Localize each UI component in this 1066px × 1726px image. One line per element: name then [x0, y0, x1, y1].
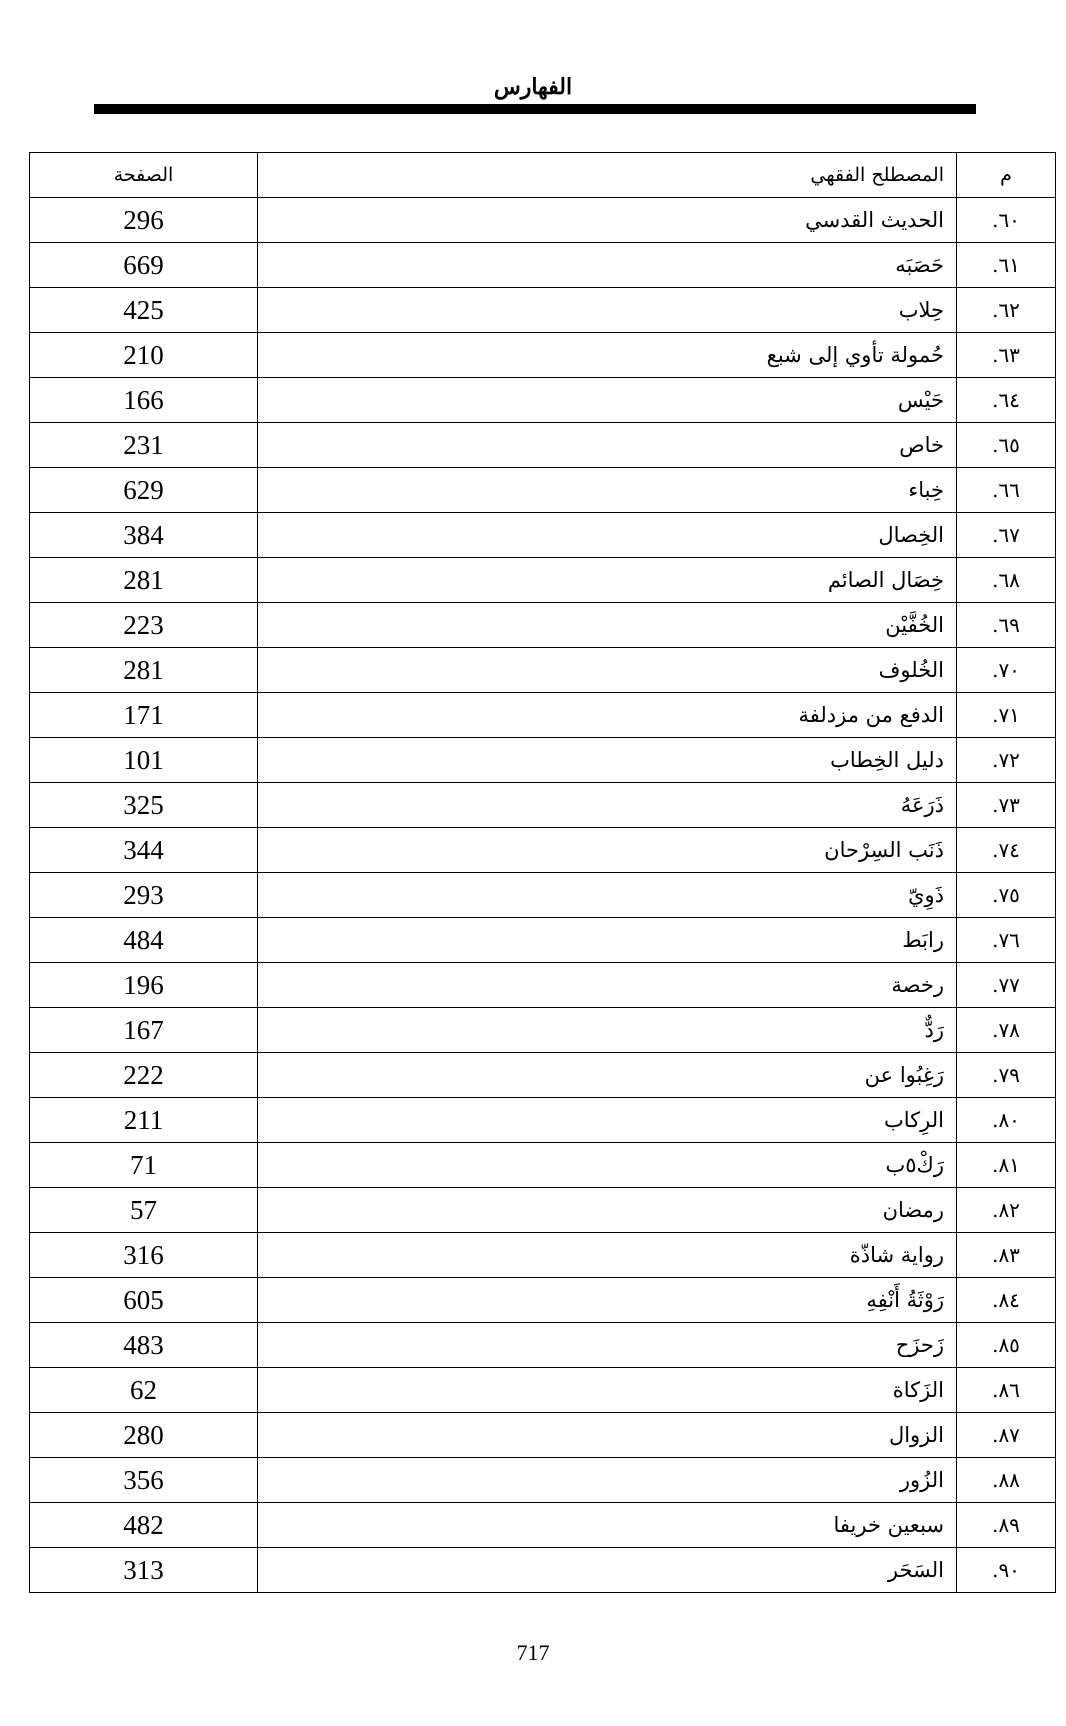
term-cell: خاص	[258, 423, 957, 468]
table-row	[30, 648, 1056, 693]
page-cell: 231	[30, 423, 258, 468]
number-cell: .٨٥	[957, 1323, 1056, 1368]
number-cell: .٦٤	[957, 378, 1056, 423]
table-header-row	[30, 153, 1056, 198]
table-body	[30, 198, 1056, 1593]
number-cell: .٧٨	[957, 1008, 1056, 1053]
term-cell: خِصَال الصائم	[258, 558, 957, 603]
term-cell: ذَوِيّ	[258, 873, 957, 918]
table-row	[30, 558, 1056, 603]
term-cell: رمضان	[258, 1188, 957, 1233]
number-cell: .٧٥	[957, 873, 1056, 918]
number-cell: .٨٧	[957, 1413, 1056, 1458]
page-cell: 167	[30, 1008, 258, 1053]
column-header-term: المصطلح الفقهي	[258, 153, 957, 198]
page-cell: 57	[30, 1188, 258, 1233]
number-cell: .٨٤	[957, 1278, 1056, 1323]
page-cell: 280	[30, 1413, 258, 1458]
term-cell: الخُلوف	[258, 648, 957, 693]
term-cell: حُمولة تأوي إلى شبع	[258, 333, 957, 378]
number-cell: .٨١	[957, 1143, 1056, 1188]
term-cell: سبعين خريفا	[258, 1503, 957, 1548]
table-row	[30, 1188, 1056, 1233]
page-cell: 483	[30, 1323, 258, 1368]
term-cell: زَحزَح	[258, 1323, 957, 1368]
term-cell: السَحَر	[258, 1548, 957, 1593]
term-cell: خِباء	[258, 468, 957, 513]
number-cell: .٧٤	[957, 828, 1056, 873]
number-cell: .٦٧	[957, 513, 1056, 558]
table-row	[30, 603, 1056, 648]
number-cell: .٩٠	[957, 1548, 1056, 1593]
page-cell: 356	[30, 1458, 258, 1503]
page-cell: 71	[30, 1143, 258, 1188]
page-cell: 629	[30, 468, 258, 513]
number-cell: .٨٣	[957, 1233, 1056, 1278]
term-cell: الخُفَّيْن	[258, 603, 957, 648]
header-rule-thick	[94, 105, 976, 114]
term-cell: الخِصال	[258, 513, 957, 558]
table-row	[30, 468, 1056, 513]
page-cell: 296	[30, 198, 258, 243]
table-row	[30, 738, 1056, 783]
term-cell: الزُور	[258, 1458, 957, 1503]
table-row	[30, 1503, 1056, 1548]
number-cell: .٦١	[957, 243, 1056, 288]
page-cell: 482	[30, 1503, 258, 1548]
page-cell: 425	[30, 288, 258, 333]
page-cell: 605	[30, 1278, 258, 1323]
terms-index-table	[29, 152, 1056, 1593]
term-cell: ذَنَب السِرْحان	[258, 828, 957, 873]
number-cell: .٨٦	[957, 1368, 1056, 1413]
page-cell: 222	[30, 1053, 258, 1098]
number-cell: .٦٠	[957, 198, 1056, 243]
table-row	[30, 1323, 1056, 1368]
number-cell: .٧٣	[957, 783, 1056, 828]
page-cell: 166	[30, 378, 258, 423]
number-cell: .٨٢	[957, 1188, 1056, 1233]
number-cell: .٦٣	[957, 333, 1056, 378]
page-cell: 281	[30, 648, 258, 693]
term-cell: رخصة	[258, 963, 957, 1008]
number-cell: .٧٩	[957, 1053, 1056, 1098]
term-cell: حَصَبَه	[258, 243, 957, 288]
term-cell: رَكْ٥ب	[258, 1143, 957, 1188]
page-cell: 196	[30, 963, 258, 1008]
page-header-title: الفهارس	[493, 74, 573, 100]
column-header-page: الصفحة	[30, 153, 258, 198]
table-row	[30, 963, 1056, 1008]
page-cell: 211	[30, 1098, 258, 1143]
page-cell: 281	[30, 558, 258, 603]
number-cell: .٧٢	[957, 738, 1056, 783]
number-cell: .٦٥	[957, 423, 1056, 468]
term-cell: رَدٌّ	[258, 1008, 957, 1053]
table-row	[30, 873, 1056, 918]
page-cell: 101	[30, 738, 258, 783]
table-row	[30, 1143, 1056, 1188]
column-header-number: م	[957, 153, 1056, 198]
term-cell: الزوال	[258, 1413, 957, 1458]
table-row	[30, 693, 1056, 738]
term-cell: حِلاب	[258, 288, 957, 333]
page-cell: 210	[30, 333, 258, 378]
number-cell: .٧١	[957, 693, 1056, 738]
table-row	[30, 783, 1056, 828]
table-row	[30, 378, 1056, 423]
table-row	[30, 1053, 1056, 1098]
table-row	[30, 1098, 1056, 1143]
number-cell: .٨٨	[957, 1458, 1056, 1503]
page-cell: 669	[30, 243, 258, 288]
term-cell: رابَط	[258, 918, 957, 963]
page-cell: 223	[30, 603, 258, 648]
number-cell: .٨٠	[957, 1098, 1056, 1143]
term-cell: الدفع من مزدلفة	[258, 693, 957, 738]
table-row	[30, 288, 1056, 333]
page-number: 717	[516, 1640, 550, 1665]
table-row	[30, 918, 1056, 963]
table-row	[30, 1233, 1056, 1278]
table-row	[30, 333, 1056, 378]
term-cell: الرِكاب	[258, 1098, 957, 1143]
table-row	[30, 1548, 1056, 1593]
table-row	[30, 198, 1056, 243]
number-cell: .٧٠	[957, 648, 1056, 693]
page-cell: 384	[30, 513, 258, 558]
number-cell: .٦٩	[957, 603, 1056, 648]
page-cell: 293	[30, 873, 258, 918]
term-cell: الحديث القدسي	[258, 198, 957, 243]
number-cell: .٦٨	[957, 558, 1056, 603]
table-row	[30, 513, 1056, 558]
page-cell: 484	[30, 918, 258, 963]
term-cell: ذَرَعَهُ	[258, 783, 957, 828]
table-row	[30, 1008, 1056, 1053]
table-row	[30, 243, 1056, 288]
page-cell: 316	[30, 1233, 258, 1278]
number-cell: .٨٩	[957, 1503, 1056, 1548]
page-cell: 62	[30, 1368, 258, 1413]
table-row	[30, 1278, 1056, 1323]
term-cell: رَوْثَةُ أَنْفِهِ	[258, 1278, 957, 1323]
page-cell: 325	[30, 783, 258, 828]
term-cell: دليل الخِطاب	[258, 738, 957, 783]
table-row	[30, 1368, 1056, 1413]
number-cell: .٦٢	[957, 288, 1056, 333]
table-row	[30, 1458, 1056, 1503]
page-cell: 171	[30, 693, 258, 738]
number-cell: .٦٦	[957, 468, 1056, 513]
table-row	[30, 1413, 1056, 1458]
page-cell: 344	[30, 828, 258, 873]
table-row	[30, 423, 1056, 468]
number-cell: .٧٧	[957, 963, 1056, 1008]
term-cell: رَغِبُوا عن	[258, 1053, 957, 1098]
term-cell: حَيْس	[258, 378, 957, 423]
term-cell: الزَكاة	[258, 1368, 957, 1413]
page-cell: 313	[30, 1548, 258, 1593]
number-cell: .٧٦	[957, 918, 1056, 963]
term-cell: رواية شاذّة	[258, 1233, 957, 1278]
table-row	[30, 828, 1056, 873]
